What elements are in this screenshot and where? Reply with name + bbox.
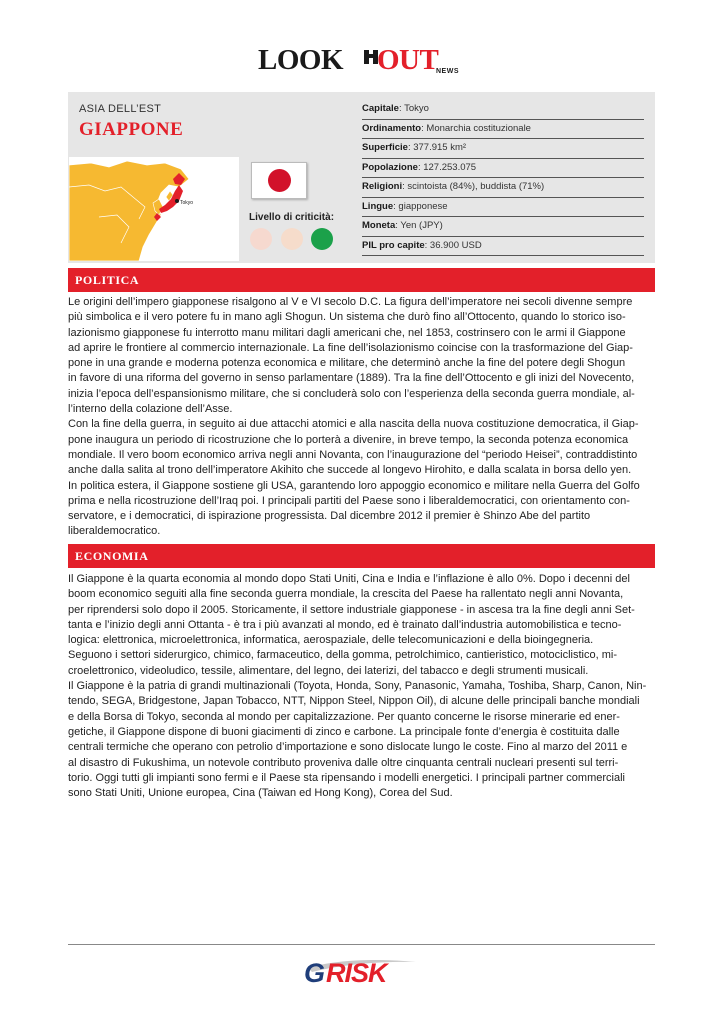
fact-popolazione: Popolazione: 127.253.075 — [362, 159, 644, 179]
fact-moneta: Moneta: Yen (JPY) — [362, 217, 644, 237]
text-line: liberaldemocratico. — [68, 525, 161, 538]
japan-flag-icon — [251, 162, 307, 199]
logo-news-text: NEWS — [436, 68, 459, 75]
text-line: e della Borsa di Tokyo, seconda al mondo per capitalizzazione. Per quanto concerne le risorse minerarie ed ener- — [68, 710, 620, 723]
text-line: inizia l’epoca dell’espansionismo militare, che si concluderà solo con l’esperienza della seconda guerra mondiale, al- — [68, 387, 635, 400]
section-title-economia: ECONOMIA — [75, 549, 149, 563]
text-line: pone inaugura un periodo di ricostruzione che lo porterà a divenire, in breve tempo, la seconda potenza economica — [68, 433, 629, 446]
text-line: più simbolica e il vero potere fu in mano agli Shogun. Un sistema che durò fino all’Ottocento, quando lo storico iso- — [68, 311, 626, 324]
text-line: croelettronico, videoludico, tessile, alimentare, del legno, dei laterizi, del tabacco e degli strumenti musicali. — [68, 664, 589, 677]
text-line: logica: elettronica, microelettronica, informatica, aerospaziale, delle telecomunicazioni e della bioingegneria. — [68, 634, 594, 647]
grisk-logo — [304, 958, 422, 990]
text-line: sono Stati Uniti, Unione europea, Cina (Taiwan ed Hong Kong), Corea del Sud. — [68, 787, 453, 800]
region-label: ASIA DELL’EST — [79, 103, 162, 115]
text-line: centrali termiche che operano con petrolio d’importazione e sono dislocate lungo le coste. Fino al marzo del 2011 e — [68, 741, 628, 754]
fact-religioni: Religioni: scintoista (84%), buddista (71%) — [362, 178, 644, 198]
text-line: Il Giappone è la quarta economia al mondo dopo Stati Uniti, Cina e India e l’inflazione è allo 0%. Dopo i decenni del — [68, 573, 630, 585]
text-line: anche dalla salita al trono dell’imperatore Akihito che succede al longevo Hirohito, e dalla scalata in borsa dello yen. — [68, 464, 632, 477]
politica-paragraph — [68, 295, 658, 540]
country-facts-list — [362, 100, 644, 256]
text-line: l’interno della colazione dell’Asse. — [68, 403, 233, 416]
text-line: per riprendersi solo dopo il 2005. Storicamente, il settore industriale giapponese - in ascesa tra la fine degli anni Set- — [68, 603, 635, 616]
text-line: pone in una grande e moderna potenza economica e militare, che determinò anche la fine del potere degli Shogun — [68, 357, 626, 370]
logo-out-text: OUT — [377, 44, 439, 76]
fact-superficie: Superficie: 377.915 km² — [362, 139, 644, 159]
text-line: lazionismo giapponese fu interrotto manu militari dagli americani che, nel 1853, costrinsero con le armi il Giappone — [68, 326, 626, 339]
text-line: In politica estera, il Giappone sostiene gli USA, garantendo loro appoggio economico e militare nella Guerra del Golfo — [68, 479, 640, 492]
fact-capitale: Capitale: Tokyo — [362, 100, 644, 120]
text-line: Seguono i settori siderurgico, chimico, farmaceutico, della gomma, petrolchimico, cantieristico, motociclistico, mi- — [68, 649, 617, 662]
text-line: mondiale. Il vero boom economico arriva negli anni Novanta, con l’inaugurazione del “periodo Heisei”, contraddistinto — [68, 448, 638, 461]
grisk-logo-risk: RISK — [326, 958, 387, 988]
section-header-economia — [68, 544, 655, 568]
footer-divider — [68, 944, 655, 945]
japan-locator-map — [69, 157, 239, 261]
text-line: boom economico seguiti alla fine seconda guerra mondiale, la crescita del Paese ha rallentato negli anni Novanta, — [68, 588, 624, 601]
text-line: in favore di una riforma del governo in senso parlamentare (1889). Tra la fine dell’Ottocento e gli inizi del Novecento, — [68, 372, 635, 385]
fact-lingue: Lingue: giapponese — [362, 198, 644, 218]
tokyo-map-label: Tokyo — [180, 200, 194, 206]
criticality-level-3-dot — [311, 228, 333, 250]
text-line: tanta e l’inizio degli anni Ottanta - è tra i più avanzati al mondo, ed è trainato dall’industria automobilistica e tecno- — [68, 618, 622, 631]
section-title-politica: POLITICA — [75, 273, 140, 287]
text-line: getiche, il Giappone dispone di buoni giacimenti di zinco e carbone. La principale fonte d’energia è costituita dalle — [68, 725, 620, 738]
text-line: tendo, SEGA, Bridgestone, Japan Tobacco, NTT, Nippon Steel, Nippon Oil), di alcune delle principali banche mondiali — [68, 695, 640, 708]
text-line: ad aprire le frontiere al commercio internazionale. La fine dell’isolazionismo coincise con la trasformazione del Giap- — [68, 341, 633, 354]
grisk-logo-g: G — [304, 958, 325, 988]
lookout-news-logo — [258, 44, 468, 78]
text-line: torio. Oggi tutti gli impianti sono fermi e il Paese sta ripensando i modelli energetici. I principali partner commerciali — [68, 771, 625, 784]
economia-paragraph — [68, 572, 658, 801]
criticality-level-2-dot — [281, 228, 303, 250]
fact-pil: PIL pro capite: 36.900 USD — [362, 237, 644, 257]
country-title: GIAPPONE — [79, 119, 184, 140]
text-line: Con la fine della guerra, in seguito ai due attacchi atomici e alla nascita della nuova costituzione democratica, il Giap- — [68, 418, 639, 431]
text-line: Il Giappone è la patria di grandi multinazionali (Toyota, Honda, Sony, Panasonic, Yamaha, Toshiba, Sharp, Canon, Nin- — [68, 680, 647, 693]
criticality-label: Livello di criticità: — [249, 212, 335, 223]
section-header-politica — [68, 268, 655, 292]
text-line: Le origini dell’impero giapponese risalgono al V e VI secolo D.C. La figura dell’imperatore nei secoli divenne sempre — [68, 296, 633, 308]
country-info-box — [68, 92, 655, 263]
logo-look-text: LOOK — [258, 44, 344, 76]
text-line: prima e nella ricostruzione dell’Iraq poi. I principali partiti del Paese sono i liberaldemocratici, con orientamento con- — [68, 494, 630, 507]
criticality-level-1-dot — [250, 228, 272, 250]
fact-ordinamento: Ordinamento: Monarchia costituzionale — [362, 120, 644, 140]
text-line: al disastro di Fukushima, un notevole contributo proveniva dalle oltre cinquanta centrali nucleari presenti sul terri- — [68, 756, 619, 769]
text-line: servatore, e i democratici, di ispirazione progressista. Dal dicembre 2012 il premier è Shinzo Abe del partito — [68, 510, 591, 523]
